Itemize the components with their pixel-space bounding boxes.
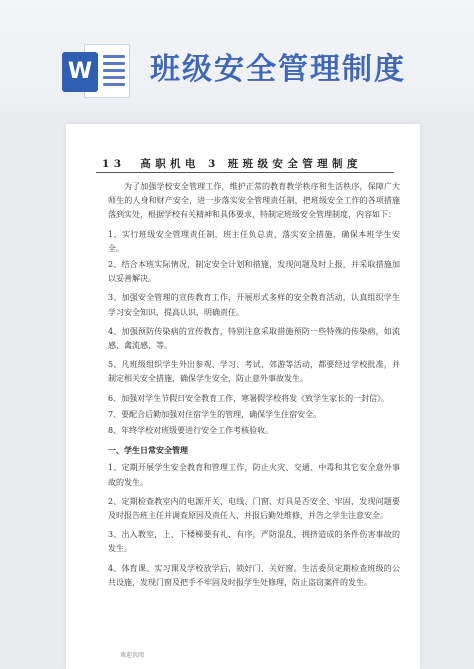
section-item: 2、定期检查教室内的电源开关、电线、门窗、灯具是否安全、牢固，发现问题要及时报告班主任并调查原因及责任人，并报后勤处维修，并告之学生注意安全。 — [108, 496, 400, 521]
page-footer: 欢迎共阅 — [120, 652, 145, 659]
document-page — [66, 124, 420, 669]
banner-title: 班级安全管理制度 — [150, 52, 406, 87]
rule-item: 5、凡班级组织学生外出参观、学习、考试、郊游等活动，都要经过学校批准，并制定相关安全措施，确保学生安全，防止意外事故发生。 — [108, 360, 400, 384]
rule-item: 7、要配合后勤加强对住宿学生的管理，确保学生住宿安全。 — [108, 409, 322, 419]
section-item: 3、出入教室，上、下楼梯要有礼、有序，严防混乱，拥挤造成的条件伤害事故的发生。 — [108, 530, 400, 554]
section-heading: 一、学生日常安全管理 — [108, 445, 188, 456]
word-document-icon — [62, 40, 132, 102]
rule-item: 3、加强安全管理的宣传教育工作，开展形式多样的安全教育活动，认真组织学生学习安全知识，提高认识，明确责任。 — [108, 293, 400, 317]
word-logo-badge: W — [62, 52, 98, 92]
rule-item: 4、加强预防传染病的宣传教育，特别注意采取措施预防一些特殊的传染病，如流感、禽流感、等。 — [108, 326, 400, 351]
document-title: 13 高职机电 3 班班级安全管理制度 — [102, 158, 362, 170]
title-divider — [96, 172, 394, 173]
section-item: 4、体育课、实习课及学校放学后，锁好门、关好窗。生活委员定期检查班级的公共设施，发现门窗及把手不牢固及时报学生处修理，防止盗窃案件的发生。 — [108, 563, 400, 587]
rule-item: 8、年终学校对班级要进行安全工作考核验收。 — [108, 426, 274, 436]
rule-item: 1、实行班级安全管理责任制，班主任负总责，落实安全措施，确保本班学生安全。 — [108, 229, 400, 253]
banner — [0, 0, 474, 112]
intro-paragraph: 为了加强学校安全管理工作，维护正常的教育教学秩序和生活秩序，保障广大师生的人身和财产安全，进一步落实安全管理责任制，把班级安全工作的各项措施落到实处，根据学校有关精神和具体要求，特制定班级安全管理制度，内容如下： — [108, 182, 400, 220]
section-item: 1、定期开展学生安全教育和管理工作，防止火灾、交通、中毒和其它安全意外事故的发生。 — [108, 463, 400, 487]
rule-item: 6、加强对学生节假日安全教育工作，寒暑假学校将发《致学生家长的一封信》。 — [108, 393, 390, 403]
rule-item: 2、结合本班实际情况，制定安全计划和措施，发现问题及时上报，并采取措施加以妥善解决。 — [108, 260, 400, 284]
document-body — [108, 180, 400, 595]
